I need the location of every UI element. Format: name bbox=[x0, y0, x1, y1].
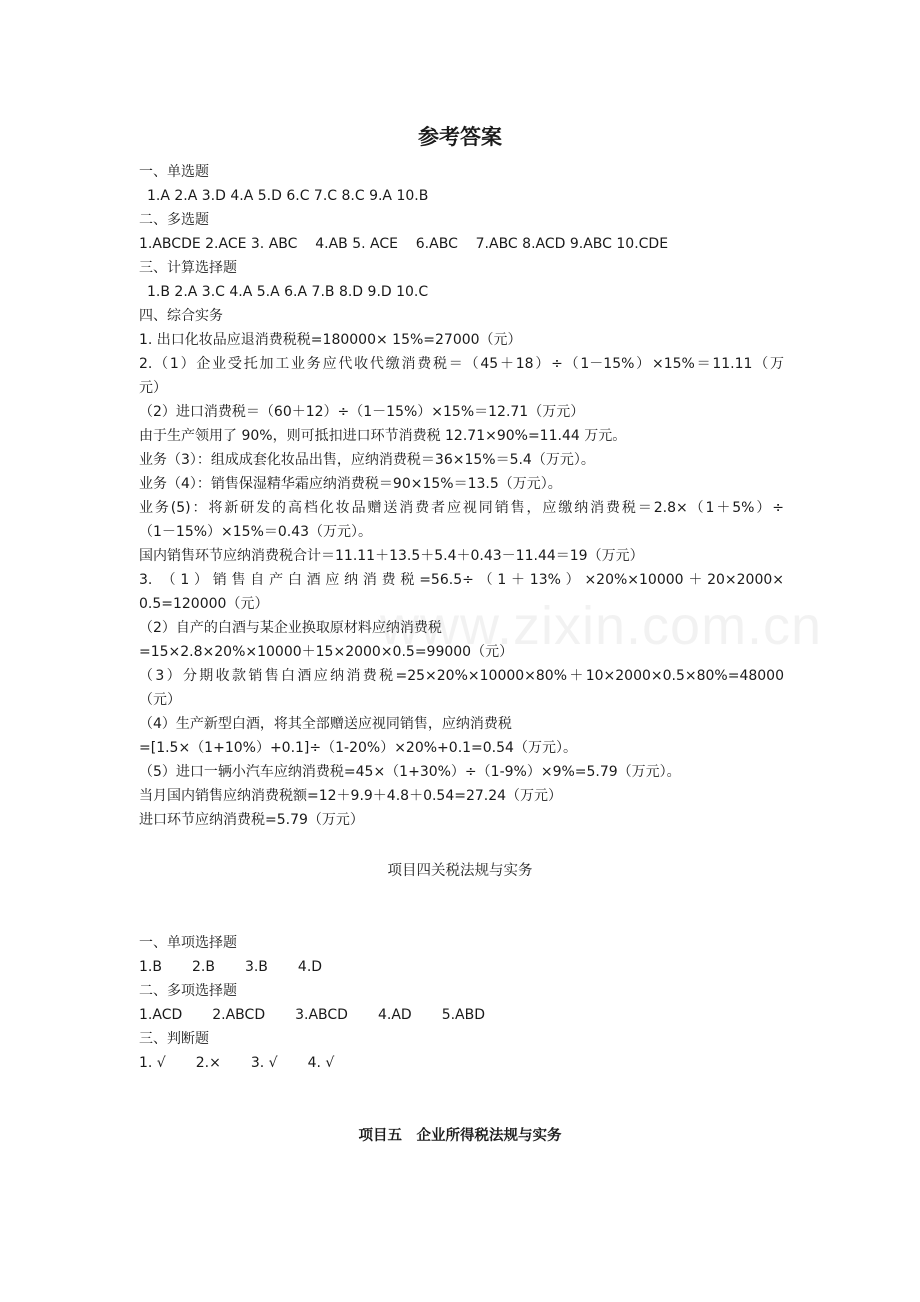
answer-item: 4. √ bbox=[307, 1055, 335, 1071]
comprehensive-line: 业务（3）：组成成套化妆品出售，应纳消费税＝36×15%＝5.4（万元）。 bbox=[139, 452, 595, 468]
project5-title: 项目五 企业所得税法规与实务 bbox=[358, 1128, 562, 1144]
answer-item: 3.B bbox=[244, 959, 268, 975]
answer-item: 1. √ bbox=[139, 1055, 166, 1071]
answer-item: 4.AD bbox=[377, 1007, 412, 1023]
comprehensive-line: （4）生产新型白酒，将其全部赠送应视同销售，应纳消费税 bbox=[139, 716, 512, 732]
project4-multi-answers bbox=[139, 1003, 784, 1027]
section-heading-comprehensive: 四、综合实务 bbox=[139, 308, 223, 324]
comprehensive-line: 国内销售环节应纳消费税合计＝11.11＋13.5＋5.4＋0.43－11.44＝19（万元） bbox=[139, 548, 644, 564]
answer-item: 2.B bbox=[191, 959, 215, 975]
comprehensive-line: （元） bbox=[139, 692, 181, 708]
comprehensive-line: 由于生产领用了 90%，则可抵扣进口环节消费税 12.71×90%=11.44 万元。 bbox=[139, 428, 627, 444]
project4-heading-single: 一、单项选择题 bbox=[139, 935, 237, 951]
watermark: www.zixin.com.cn bbox=[380, 596, 823, 656]
section-heading-multi-choice: 二、多选题 bbox=[139, 212, 209, 228]
comprehensive-line: （2）自产的白酒与某企业换取原材料应纳消费税 bbox=[139, 620, 442, 636]
answer-item: 5.ABD bbox=[441, 1007, 486, 1023]
project4-heading-multi: 二、多项选择题 bbox=[139, 983, 237, 999]
project4-title: 项目四关税法规与实务 bbox=[387, 863, 533, 879]
comprehensive-line: 1. 出口化妆品应退消费税税=180000× 15%=27000（元） bbox=[139, 332, 522, 348]
project4-heading-judge: 三、判断题 bbox=[139, 1031, 209, 1047]
answer-item: 2.ABCD bbox=[212, 1007, 266, 1023]
answer-item: 4.D bbox=[297, 959, 323, 975]
comprehensive-line: （2）进口消费税＝（60＋12）÷（1－15%）×15%＝12.71（万元） bbox=[139, 404, 585, 420]
comprehensive-line: 2.（1）企业受托加工业务应代收代缴消费税＝（45＋18）÷（1－15%）×15%＝11.11（万 bbox=[139, 356, 784, 372]
section-heading-single-choice: 一、单选题 bbox=[139, 164, 209, 180]
comprehensive-line: 3. （1）销售自产白酒应纳消费税=56.5÷（1＋13%）×20%×10000＋20×2000× bbox=[139, 572, 784, 588]
answer-item: 1.ACD bbox=[139, 1007, 183, 1023]
page-title: 参考答案 bbox=[418, 125, 502, 149]
comprehensive-line: 进口环节应纳消费税=5.79（万元） bbox=[139, 812, 364, 828]
single-choice-answers: 1.A 2.A 3.D 4.A 5.D 6.C 7.C 8.C 9.A 10.B bbox=[147, 188, 429, 204]
comprehensive-line: =[1.5×（1+10%）+0.1]÷（1-20%）×20%+0.1=0.54（万元）。 bbox=[139, 740, 577, 756]
calc-choice-answers: 1.B 2.A 3.C 4.A 5.A 6.A 7.B 8.D 9.D 10.C bbox=[147, 284, 429, 300]
multi-choice-answers: 1.ABCDE 2.ACE 3. ABC 4.AB 5. ACE 6.ABC 7.ABC 8.ACD 9.ABC 10.CDE bbox=[139, 236, 669, 252]
answer-item: 1.B bbox=[139, 959, 162, 975]
comprehensive-line: 当月国内销售应纳消费税额=12＋9.9＋4.8＋0.54=27.24（万元） bbox=[139, 788, 563, 804]
comprehensive-line: 业务（4）：销售保湿精华霜应纳消费税＝90×15%＝13.5（万元）。 bbox=[139, 476, 562, 492]
answer-item: 3.ABCD bbox=[295, 1007, 348, 1023]
answer-item: 2.× bbox=[195, 1055, 221, 1071]
comprehensive-line: 元） bbox=[139, 380, 167, 396]
section-heading-calc-choice: 三、计算选择题 bbox=[139, 260, 237, 276]
comprehensive-line: （1－15%）×15%＝0.43（万元）。 bbox=[139, 524, 373, 540]
project4-judge-answers bbox=[139, 1051, 784, 1075]
project4-block bbox=[139, 931, 784, 1075]
comprehensive-line: 业务(5)：将新研发的高档化妆品赠送消费者应视同销售，应缴纳消费税＝2.8×（1＋5%）÷ bbox=[139, 500, 784, 516]
comprehensive-line: =15×2.8×20%×10000＋15×2000×0.5=99000（元） bbox=[139, 644, 514, 660]
comprehensive-line: （5）进口一辆小汽车应纳消费税=45×（1+30%）÷（1-9%）×9%=5.79（万元）。 bbox=[139, 764, 681, 780]
comprehensive-line: （3）分期收款销售白酒应纳消费税=25×20%×10000×80%＋10×2000×0.5×80%=48000 bbox=[139, 668, 784, 684]
project4-single-answers bbox=[139, 955, 784, 979]
comprehensive-line: 0.5=120000（元） bbox=[139, 596, 269, 612]
answer-item: 3. √ bbox=[250, 1055, 278, 1071]
answer-block bbox=[139, 160, 784, 832]
